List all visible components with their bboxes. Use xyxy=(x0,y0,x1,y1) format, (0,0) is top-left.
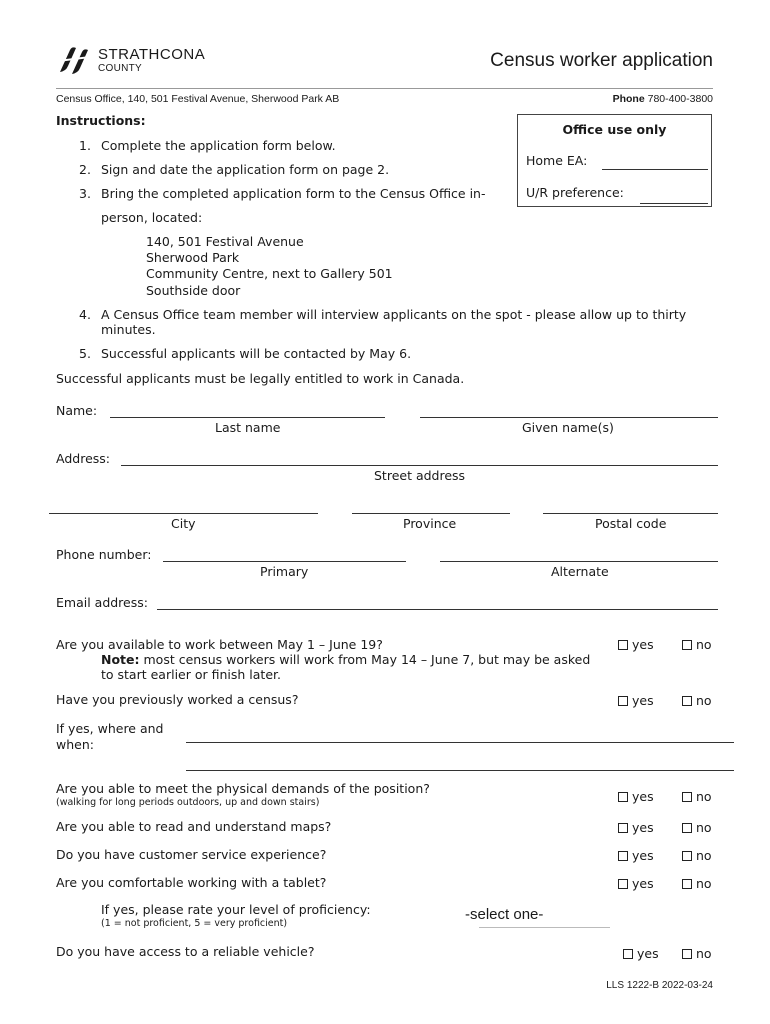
address-line: Sherwood Park xyxy=(146,250,240,265)
last-name-caption: Last name xyxy=(215,420,281,435)
instruction-number: 1. xyxy=(79,138,91,153)
instruction-text: Complete the application form below. xyxy=(101,138,336,153)
where-when-label-continued: when: xyxy=(56,737,94,752)
yes-label: yes xyxy=(632,789,654,804)
maps-no-checkbox[interactable] xyxy=(682,820,712,835)
address-line: Community Centre, next to Gallery 501 xyxy=(146,266,393,281)
physical-no-checkbox[interactable] xyxy=(682,789,712,804)
checkbox-box[interactable] xyxy=(618,879,628,889)
instructions-heading: Instructions: xyxy=(56,113,146,128)
tablet-no-checkbox[interactable] xyxy=(682,876,712,891)
ur-preference-label: U/R preference: xyxy=(526,185,624,200)
no-label: no xyxy=(696,693,712,708)
no-label: no xyxy=(696,820,712,835)
checkbox-box[interactable] xyxy=(618,823,628,833)
proficiency-select[interactable] xyxy=(465,906,610,928)
email-label: Email address: xyxy=(56,595,148,610)
ur-preference-input[interactable] xyxy=(640,187,708,204)
no-label: no xyxy=(696,876,712,891)
availability-note-continued: to start earlier or finish later. xyxy=(101,667,281,682)
instruction-number: 2. xyxy=(79,162,91,177)
physical-yes-checkbox[interactable] xyxy=(618,789,654,804)
physical-demands-note: (walking for long periods outdoors, up and down stairs) xyxy=(56,797,320,808)
phone-label: Phone xyxy=(612,93,645,105)
given-name-caption: Given name(s) xyxy=(522,420,614,435)
customer-yes-checkbox[interactable] xyxy=(618,848,654,863)
checkbox-box[interactable] xyxy=(682,823,692,833)
previous-yes-checkbox[interactable] xyxy=(618,693,654,708)
instruction-number: 4. xyxy=(79,307,91,322)
proficiency-select-value: -select one- xyxy=(465,906,544,923)
vehicle-yes-checkbox[interactable] xyxy=(623,946,659,961)
instruction-text: A Census Office team member will interview applicants on the spot - please allow up to thirty xyxy=(101,307,687,322)
alternate-phone-input[interactable] xyxy=(440,545,718,562)
checkbox-box[interactable] xyxy=(618,696,628,706)
email-input[interactable] xyxy=(157,593,718,610)
office-address: Census Office, 140, 501 Festival Avenue, Sherwood Park AB xyxy=(56,93,340,105)
home-ea-label: Home EA: xyxy=(526,153,588,168)
county-logo xyxy=(56,44,216,76)
street-address-input[interactable] xyxy=(121,449,718,466)
province-input[interactable] xyxy=(352,497,510,514)
note-text: most census workers will work from May 14 – June 7, but may be asked xyxy=(139,652,591,667)
postal-code-caption: Postal code xyxy=(595,516,667,531)
phone-value: 780-400-3800 xyxy=(647,93,713,105)
instruction-text: Successful applicants will be contacted by May 6. xyxy=(101,346,412,361)
question-vehicle: Do you have access to a reliable vehicle? xyxy=(56,944,315,959)
instruction-number: 3. xyxy=(79,186,91,201)
yes-label: yes xyxy=(632,848,654,863)
question-physical-demands: Are you able to meet the physical demands of the position? xyxy=(56,781,430,796)
office-phone xyxy=(613,93,713,105)
header-rule xyxy=(56,88,713,89)
tablet-yes-checkbox[interactable] xyxy=(618,876,654,891)
instruction-text-continued: minutes. xyxy=(101,322,156,337)
available-yes-checkbox[interactable] xyxy=(618,637,654,652)
yes-label: yes xyxy=(632,820,654,835)
yes-label: yes xyxy=(632,693,654,708)
last-name-input[interactable] xyxy=(110,401,385,418)
page-title: Census worker application xyxy=(490,50,713,71)
available-no-checkbox[interactable] xyxy=(682,637,712,652)
question-tablet: Are you comfortable working with a tablet? xyxy=(56,875,327,890)
proficiency-scale-note: (1 = not proficient, 5 = very proficient) xyxy=(101,918,288,929)
checkbox-box[interactable] xyxy=(682,851,692,861)
no-label: no xyxy=(696,789,712,804)
alternate-caption: Alternate xyxy=(551,564,609,579)
note-label: Note: xyxy=(101,652,140,667)
name-label: Name: xyxy=(56,403,98,418)
question-maps: Are you able to read and understand maps? xyxy=(56,819,332,834)
checkbox-box[interactable] xyxy=(682,640,692,650)
home-ea-input[interactable] xyxy=(602,153,708,170)
city-input[interactable] xyxy=(49,497,318,514)
availability-note xyxy=(101,652,590,667)
no-label: no xyxy=(696,946,712,961)
instruction-number: 5. xyxy=(79,346,91,361)
address-line: 140, 501 Festival Avenue xyxy=(146,234,304,249)
checkbox-box[interactable] xyxy=(618,792,628,802)
instruction-text: Sign and date the application form on page 2. xyxy=(101,162,390,177)
no-label: no xyxy=(696,637,712,652)
checkbox-box[interactable] xyxy=(682,949,692,959)
given-name-input[interactable] xyxy=(420,401,718,418)
address-line: Southside door xyxy=(146,283,241,298)
address-label: Address: xyxy=(56,451,110,466)
where-when-input-line1[interactable] xyxy=(186,726,734,743)
yes-label: yes xyxy=(637,946,659,961)
checkbox-box[interactable] xyxy=(623,949,633,959)
checkbox-box[interactable] xyxy=(682,879,692,889)
question-previous-census: Have you previously worked a census? xyxy=(56,692,299,707)
primary-caption: Primary xyxy=(260,564,309,579)
question-customer-service: Do you have customer service experience? xyxy=(56,847,327,862)
primary-phone-input[interactable] xyxy=(163,545,406,562)
question-available: Are you available to work between May 1 – June 19? xyxy=(56,637,383,652)
maps-yes-checkbox[interactable] xyxy=(618,820,654,835)
form-code: LLS 1222-B 2022-03-24 xyxy=(606,980,713,991)
yes-label: yes xyxy=(632,876,654,891)
street-address-caption: Street address xyxy=(374,468,466,483)
strathcona-logo-icon xyxy=(56,44,92,76)
phone-number-label: Phone number: xyxy=(56,547,152,562)
customer-no-checkbox[interactable] xyxy=(682,848,712,863)
office-use-box xyxy=(517,114,712,207)
checkbox-box[interactable] xyxy=(682,792,692,802)
proficiency-question: If yes, please rate your level of proficiency: xyxy=(101,902,371,917)
province-caption: Province xyxy=(403,516,457,531)
previous-no-checkbox[interactable] xyxy=(682,693,712,708)
checkbox-box[interactable] xyxy=(618,640,628,650)
where-when-input-line2[interactable] xyxy=(186,754,734,771)
postal-code-input[interactable] xyxy=(543,497,718,514)
legal-note: Successful applicants must be legally entitled to work in Canada. xyxy=(56,371,465,386)
vehicle-no-checkbox[interactable] xyxy=(682,946,712,961)
no-label: no xyxy=(696,848,712,863)
where-when-label: If yes, where and xyxy=(56,721,164,736)
checkbox-box[interactable] xyxy=(682,696,692,706)
city-caption: City xyxy=(171,516,196,531)
office-use-title: Office use only xyxy=(562,122,667,137)
yes-label: yes xyxy=(632,637,654,652)
logo-text-strathcona: STRATHCONA xyxy=(98,46,206,63)
instruction-text: Bring the completed application form to the Census Office in- xyxy=(101,186,486,201)
logo-text-county: COUNTY xyxy=(98,63,143,74)
instruction-text-continued: person, located: xyxy=(101,210,203,225)
checkbox-box[interactable] xyxy=(618,851,628,861)
